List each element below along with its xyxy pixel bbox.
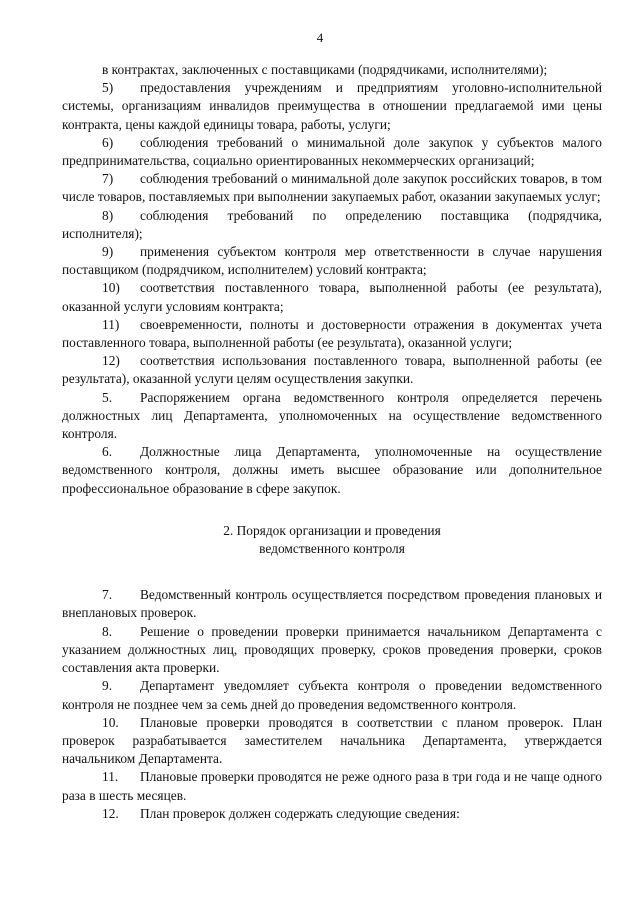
section-heading-line2: ведомственного контроля — [259, 541, 405, 557]
item-number: 11. — [102, 769, 119, 785]
paragraph-item — [62, 714, 602, 769]
paragraph-item — [62, 443, 602, 498]
item-number: 9) — [102, 244, 114, 260]
paragraph-item — [62, 805, 602, 823]
paragraph-text: Ведомственный контроль осуществляется посредством проведения плановых и внеплановых проверок. — [62, 587, 602, 621]
paragraph-text: Распоряжением органа ведомственного контроля определяется перечень должностных лиц Департамента, уполномоченных на осуществление ведомственного контроля. — [62, 389, 602, 442]
paragraph-item — [62, 79, 602, 134]
paragraph-text: соблюдения требований о минимальной доле закупок российских товаров, в том числе товаров, поставляемых при выполнении закупаемых работ, оказании закупаемых услуг; — [62, 171, 602, 205]
item-number: 9. — [102, 678, 113, 694]
item-number: 5) — [102, 80, 114, 96]
paragraph-text: своевременности, полноты и достоверности отражения в документах учета поставленного товара, выполненной работы (ее результата), оказанной услуги; — [62, 316, 602, 351]
paragraph-text: соблюдения требований о минимальной доле закупок у субъектов малого предпринимательства, социально ориентированных некоммерческих организаций; — [62, 134, 602, 169]
item-number: 11) — [102, 316, 120, 332]
item-number: 6. — [102, 444, 113, 460]
item-number: 6) — [102, 134, 114, 150]
item-number: 12) — [102, 353, 120, 369]
paragraph-text: План проверок должен содержать следующие сведения: — [140, 805, 460, 821]
paragraph-item — [62, 207, 602, 243]
paragraph-item — [62, 279, 602, 315]
paragraph-text: предоставления учреждениям и предприятиям уголовно-исполнительной системы, организациям инвалидов преимущества в отношении предлагаемой ими цены контракта, цены каждой единицы товара, работы, услуги; — [62, 80, 602, 132]
paragraph-text: соответствия использования поставленного товара, выполненной работы (ее результата), оказанной услуги целям осуществления закупки. — [62, 353, 602, 387]
paragraph-text: применения субъектом контроля мер ответственности в случае нарушения поставщиком (подрядчиком, исполнителем) условий контракта; — [62, 244, 602, 278]
paragraph-text: соответствия поставленного товара, выполненной работы (ее результата), оказанной услуги условиям контракта; — [62, 280, 602, 314]
paragraph-text: в контрактах, заключенных с поставщиками (подрядчиками, исполнителями); — [102, 62, 548, 77]
item-number: 10. — [102, 714, 119, 730]
paragraph-text: Департамент уведомляет субъекта контроля о проведении ведомственного контроля не позднее чем за семь дней до проведения ведомственного контроля. — [62, 678, 602, 712]
section-heading — [62, 522, 602, 558]
paragraph-text: Решение о проведении проверки принимается начальником Департамента с указанием должностных лиц, проводящих проверку, сроков проведения проверки, сроков составления акта проверки. — [62, 623, 602, 676]
page-number: 4 — [316, 30, 324, 45]
document-body — [62, 61, 602, 823]
item-number: 7) — [102, 171, 114, 187]
paragraph-text: Плановые проверки проводятся в соответствии с планом проверок. План проверок разрабатывается заместителем начальника Департамента, утверждается начальником Департамента. — [62, 714, 602, 767]
paragraph-text: Плановые проверки проводятся не реже одного раза в три года и не чаще одного раза в шесть месяцев. — [62, 769, 602, 803]
item-number: 7. — [102, 587, 113, 603]
item-number: 8) — [102, 207, 114, 223]
item-number: 5. — [102, 389, 113, 405]
paragraph-continuation — [62, 61, 602, 79]
paragraph-item — [62, 134, 602, 170]
paragraph-item — [62, 677, 602, 713]
paragraph-item — [62, 389, 602, 444]
item-number: 8. — [102, 623, 113, 639]
paragraph-text: соблюдения требований по определению поставщика (подрядчика, исполнителя); — [62, 207, 602, 241]
paragraph-item — [62, 768, 602, 804]
paragraph-text: Должностные лица Департамента, уполномоченные на осуществление ведомственного контроля, должны иметь высшее образование или дополнительное профессиональное образование в сфере закупок. — [62, 444, 602, 496]
paragraph-item — [62, 586, 602, 622]
paragraph-item — [62, 352, 602, 388]
section-heading-line1: 2. Порядок организации и проведения — [223, 522, 441, 538]
item-number: 12. — [102, 805, 119, 821]
item-number: 10) — [102, 280, 120, 296]
paragraph-item — [62, 170, 602, 206]
paragraph-item — [62, 243, 602, 279]
paragraph-item — [62, 316, 602, 352]
paragraph-item — [62, 623, 602, 678]
